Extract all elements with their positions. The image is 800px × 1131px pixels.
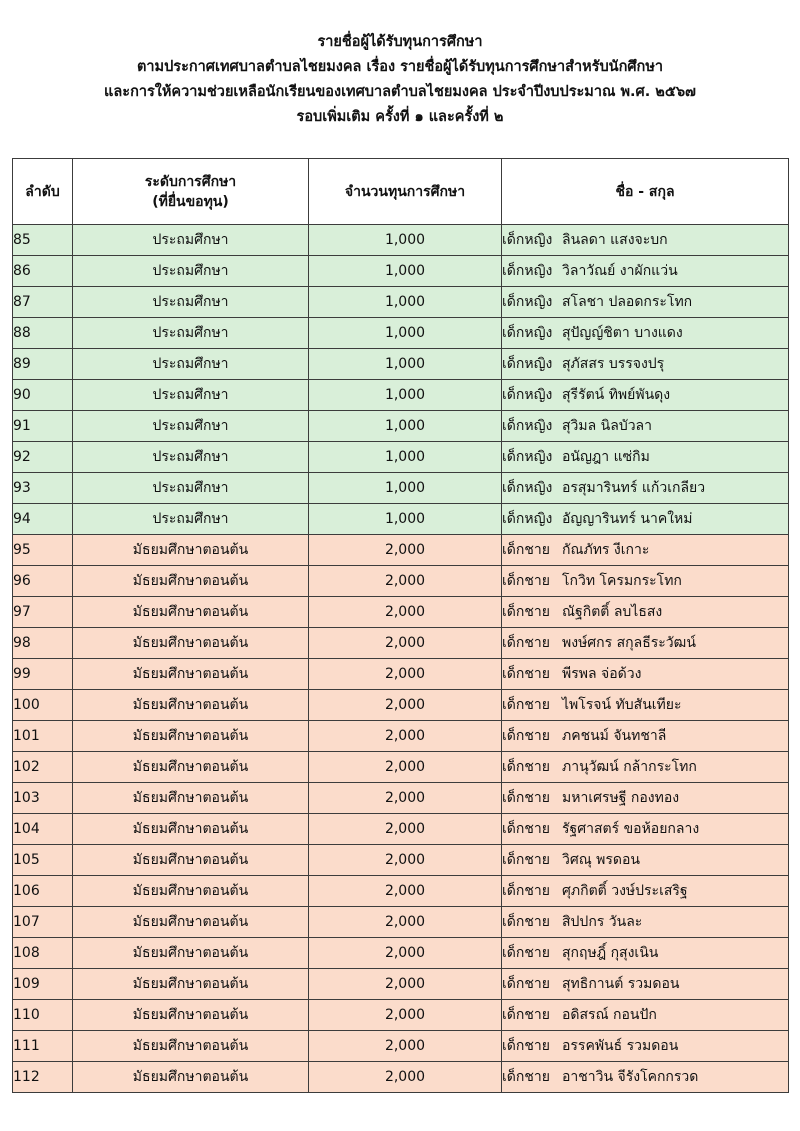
cell-amount: 1,000: [309, 349, 502, 380]
name-text: รัฐศาสตร์ ขอห้อยกลาง: [562, 821, 700, 837]
cell-level: ประถมศึกษา: [73, 349, 309, 380]
name-text: ไพโรจน์ ทับสันเทียะ: [562, 697, 682, 713]
name-title: เด็กชาย: [502, 697, 550, 713]
name-title: เด็กชาย: [502, 1007, 550, 1023]
name-title: เด็กชาย: [502, 728, 550, 744]
cell-amount: 2,000: [309, 721, 502, 752]
cell-no: 88: [13, 318, 73, 349]
cell-full-name: [502, 287, 789, 318]
name-text: ลินลดา แสงจะบก: [562, 232, 668, 248]
name-title: เด็กชาย: [502, 542, 550, 558]
table-row: [13, 690, 789, 721]
table-row: [13, 1031, 789, 1062]
name-title: เด็กชาย: [502, 604, 550, 620]
cell-amount: 2,000: [309, 597, 502, 628]
cell-amount: 2,000: [309, 535, 502, 566]
table-row: [13, 814, 789, 845]
cell-level: มัธยมศึกษาตอนต้น: [73, 907, 309, 938]
table-row: [13, 287, 789, 318]
cell-amount: 1,000: [309, 380, 502, 411]
cell-amount: 1,000: [309, 473, 502, 504]
header-row: [13, 159, 789, 225]
table-body: [13, 225, 789, 1093]
cell-level: มัธยมศึกษาตอนต้น: [73, 535, 309, 566]
cell-no: 99: [13, 659, 73, 690]
name-text: ภานุวัฒน์ กล้ากระโทก: [562, 759, 697, 775]
cell-full-name: [502, 1000, 789, 1031]
name-title: เด็กชาย: [502, 976, 550, 992]
name-title: เด็กหญิง: [502, 263, 553, 279]
name-title: เด็กชาย: [502, 666, 550, 682]
cell-amount: 2,000: [309, 752, 502, 783]
cell-no: 110: [13, 1000, 73, 1031]
name-text: อาชาวิน จีรังโคกกรวด: [562, 1069, 699, 1085]
cell-no: 94: [13, 504, 73, 535]
cell-full-name: [502, 349, 789, 380]
cell-amount: 1,000: [309, 287, 502, 318]
cell-no: 93: [13, 473, 73, 504]
cell-full-name: [502, 1062, 789, 1093]
cell-no: 96: [13, 566, 73, 597]
cell-no: 91: [13, 411, 73, 442]
cell-level: ประถมศึกษา: [73, 411, 309, 442]
cell-level: ประถมศึกษา: [73, 287, 309, 318]
cell-no: 101: [13, 721, 73, 752]
name-title: เด็กหญิง: [502, 356, 553, 372]
column-header-no: ลำดับ: [13, 159, 73, 225]
cell-no: 100: [13, 690, 73, 721]
cell-full-name: [502, 907, 789, 938]
cell-level: มัธยมศึกษาตอนต้น: [73, 659, 309, 690]
cell-amount: 2,000: [309, 969, 502, 1000]
table-row: [13, 380, 789, 411]
cell-level: มัธยมศึกษาตอนต้น: [73, 814, 309, 845]
name-title: เด็กหญิง: [502, 418, 553, 434]
name-text: ณัฐกิตติ์ ลบไธสง: [562, 604, 663, 620]
cell-no: 97: [13, 597, 73, 628]
scholarship-table: [12, 158, 789, 1093]
name-title: เด็กชาย: [502, 759, 550, 775]
cell-amount: 1,000: [309, 318, 502, 349]
name-title: เด็กชาย: [502, 635, 550, 651]
cell-full-name: [502, 380, 789, 411]
program-line: และการให้ความช่วยเหลือนักเรียนของเทศบาลตำบลไชยมงคล ประจำปีงบประมาณ พ.ศ. ๒๕๖๗: [104, 84, 696, 100]
cell-no: 89: [13, 349, 73, 380]
cell-full-name: [502, 411, 789, 442]
cell-full-name: [502, 442, 789, 473]
column-header-name: ชื่อ - สกุล: [502, 159, 789, 225]
cell-level: ประถมศึกษา: [73, 473, 309, 504]
cell-level: ประถมศึกษา: [73, 318, 309, 349]
name-text: พงษ์ศกร สกุลธีระวัฒน์: [562, 635, 696, 651]
name-title: เด็กชาย: [502, 573, 550, 589]
table-row: [13, 597, 789, 628]
cell-full-name: [502, 969, 789, 1000]
name-title: เด็กหญิง: [502, 480, 553, 496]
table-row: [13, 349, 789, 380]
table-row: [13, 876, 789, 907]
cell-full-name: [502, 628, 789, 659]
round-line: รอบเพิ่มเติม ครั้งที่ ๑ และครั้งที่ ๒: [296, 109, 504, 125]
name-title: เด็กชาย: [502, 914, 550, 930]
table-row: [13, 938, 789, 969]
cell-amount: 1,000: [309, 256, 502, 287]
name-title: เด็กหญิง: [502, 449, 553, 465]
name-title: เด็กชาย: [502, 1069, 550, 1085]
cell-full-name: [502, 938, 789, 969]
document-title: รายชื่อผู้ได้รับทุนการศึกษา: [317, 34, 483, 50]
name-text: สุภัสสร บรรจงปรุ: [562, 356, 665, 372]
table-row: [13, 721, 789, 752]
cell-amount: 2,000: [309, 628, 502, 659]
name-text: อดิสรณ์ กอนปัก: [562, 1007, 657, 1023]
cell-amount: 2,000: [309, 566, 502, 597]
cell-full-name: [502, 876, 789, 907]
cell-level: ประถมศึกษา: [73, 442, 309, 473]
name-text: สุวิมล นิลบัวลา: [562, 418, 653, 434]
table-row: [13, 628, 789, 659]
cell-full-name: [502, 535, 789, 566]
announcement-line: ตามประกาศเทศบาลตำบลไชยมงคล เรื่อง รายชื่อผู้ได้รับทุนการศึกษาสำหรับนักศึกษา: [136, 59, 664, 75]
cell-no: 90: [13, 380, 73, 411]
cell-full-name: [502, 659, 789, 690]
name-text: อรสุมารินทร์ แก้วเกลียว: [562, 480, 706, 496]
table-row: [13, 659, 789, 690]
cell-no: 109: [13, 969, 73, 1000]
table-row: [13, 318, 789, 349]
cell-amount: 1,000: [309, 411, 502, 442]
cell-level: ประถมศึกษา: [73, 504, 309, 535]
cell-no: 86: [13, 256, 73, 287]
cell-level: มัธยมศึกษาตอนต้น: [73, 628, 309, 659]
cell-level: มัธยมศึกษาตอนต้น: [73, 783, 309, 814]
cell-level: มัธยมศึกษาตอนต้น: [73, 752, 309, 783]
table-row: [13, 969, 789, 1000]
name-title: เด็กชาย: [502, 883, 550, 899]
cell-full-name: [502, 845, 789, 876]
column-header-level-line1: ระดับการศึกษา: [144, 173, 237, 190]
name-text: สุกฤษฎิ์ กุสุงเนิน: [562, 945, 659, 961]
cell-level: มัธยมศึกษาตอนต้น: [73, 1062, 309, 1093]
cell-level: มัธยมศึกษาตอนต้น: [73, 1031, 309, 1062]
cell-level: มัธยมศึกษาตอนต้น: [73, 721, 309, 752]
cell-full-name: [502, 721, 789, 752]
table-row: [13, 1062, 789, 1093]
table-row: [13, 752, 789, 783]
cell-no: 92: [13, 442, 73, 473]
cell-amount: 1,000: [309, 442, 502, 473]
name-text: ภคชนม์ จันทชาลี: [562, 728, 667, 744]
name-title: เด็กชาย: [502, 945, 550, 961]
cell-amount: 2,000: [309, 659, 502, 690]
cell-no: 108: [13, 938, 73, 969]
cell-amount: 2,000: [309, 845, 502, 876]
cell-no: 107: [13, 907, 73, 938]
name-title: เด็กชาย: [502, 1038, 550, 1054]
name-text: สิปปกร วันละ: [562, 914, 643, 930]
name-text: อนัญฎา แซ่กิม: [562, 449, 650, 465]
name-title: เด็กหญิง: [502, 387, 553, 403]
cell-amount: 2,000: [309, 907, 502, 938]
table-row: [13, 442, 789, 473]
cell-no: 102: [13, 752, 73, 783]
cell-no: 105: [13, 845, 73, 876]
table-row: [13, 783, 789, 814]
name-text: โกวิท โครมกระโทก: [562, 573, 682, 589]
cell-full-name: [502, 473, 789, 504]
cell-amount: 1,000: [309, 504, 502, 535]
cell-amount: 1,000: [309, 225, 502, 256]
cell-level: มัธยมศึกษาตอนต้น: [73, 566, 309, 597]
name-title: เด็กหญิง: [502, 511, 553, 527]
table-row: [13, 566, 789, 597]
cell-level: ประถมศึกษา: [73, 256, 309, 287]
name-text: วิศณุ พรดอน: [562, 852, 641, 868]
cell-level: มัธยมศึกษาตอนต้น: [73, 597, 309, 628]
cell-no: 87: [13, 287, 73, 318]
cell-full-name: [502, 566, 789, 597]
cell-amount: 2,000: [309, 876, 502, 907]
cell-level: มัธยมศึกษาตอนต้น: [73, 845, 309, 876]
name-text: อัญญารินทร์ นาคใหม่: [562, 511, 693, 527]
table-row: [13, 504, 789, 535]
cell-full-name: [502, 318, 789, 349]
table-row: [13, 1000, 789, 1031]
table-row: [13, 535, 789, 566]
name-title: เด็กหญิง: [502, 232, 553, 248]
name-title: เด็กหญิง: [502, 294, 553, 310]
cell-no: 95: [13, 535, 73, 566]
cell-level: มัธยมศึกษาตอนต้น: [73, 938, 309, 969]
cell-no: 104: [13, 814, 73, 845]
cell-level: มัธยมศึกษาตอนต้น: [73, 1000, 309, 1031]
cell-level: ประถมศึกษา: [73, 380, 309, 411]
cell-full-name: [502, 504, 789, 535]
name-title: เด็กชาย: [502, 852, 550, 868]
name-text: สุรีรัตน์ ทิพย์พันดุง: [562, 387, 671, 403]
name-title: เด็กหญิง: [502, 325, 553, 341]
name-text: สุปัญญ์ชิตา บางแดง: [562, 325, 683, 341]
cell-full-name: [502, 814, 789, 845]
name-text: กัณภัทร งีเกาะ: [562, 542, 650, 558]
cell-amount: 2,000: [309, 938, 502, 969]
cell-no: 111: [13, 1031, 73, 1062]
table-row: [13, 411, 789, 442]
cell-no: 85: [13, 225, 73, 256]
cell-amount: 2,000: [309, 1062, 502, 1093]
cell-level: มัธยมศึกษาตอนต้น: [73, 690, 309, 721]
cell-full-name: [502, 1031, 789, 1062]
cell-level: ประถมศึกษา: [73, 225, 309, 256]
column-header-level-line2: (ที่ยื่นขอทุน): [152, 193, 229, 210]
cell-no: 98: [13, 628, 73, 659]
name-text: พีรพล จ่อด้วง: [562, 666, 642, 682]
cell-no: 112: [13, 1062, 73, 1093]
name-text: สุทธิกานต์ รวมดอน: [562, 976, 680, 992]
table-row: [13, 473, 789, 504]
cell-full-name: [502, 597, 789, 628]
cell-amount: 2,000: [309, 690, 502, 721]
cell-amount: 2,000: [309, 1000, 502, 1031]
cell-level: มัธยมศึกษาตอนต้น: [73, 969, 309, 1000]
name-text: วิลาวัณย์ งาผักแว่น: [562, 263, 678, 279]
cell-amount: 2,000: [309, 814, 502, 845]
table-row: [13, 845, 789, 876]
cell-no: 106: [13, 876, 73, 907]
table-row: [13, 256, 789, 287]
name-text: ศุภกิตติ์ วงษ์ประเสริฐ: [562, 883, 688, 899]
name-text: อรรคพันธ์ รวมดอน: [562, 1038, 679, 1054]
cell-no: 103: [13, 783, 73, 814]
cell-amount: 2,000: [309, 1031, 502, 1062]
name-title: เด็กชาย: [502, 821, 550, 837]
cell-full-name: [502, 783, 789, 814]
cell-amount: 2,000: [309, 783, 502, 814]
table-row: [13, 907, 789, 938]
cell-full-name: [502, 752, 789, 783]
name-title: เด็กชาย: [502, 790, 550, 806]
column-header-level: [73, 159, 309, 225]
cell-full-name: [502, 225, 789, 256]
name-text: มหาเศรษฐี กองทอง: [562, 790, 680, 806]
cell-full-name: [502, 690, 789, 721]
table-row: [13, 225, 789, 256]
column-header-amount: จำนวนทุนการศึกษา: [309, 159, 502, 225]
name-text: สโลชา ปลอดกระโทก: [562, 294, 693, 310]
cell-level: มัธยมศึกษาตอนต้น: [73, 876, 309, 907]
document-header: [0, 30, 800, 130]
table-header: [13, 159, 789, 225]
cell-full-name: [502, 256, 789, 287]
